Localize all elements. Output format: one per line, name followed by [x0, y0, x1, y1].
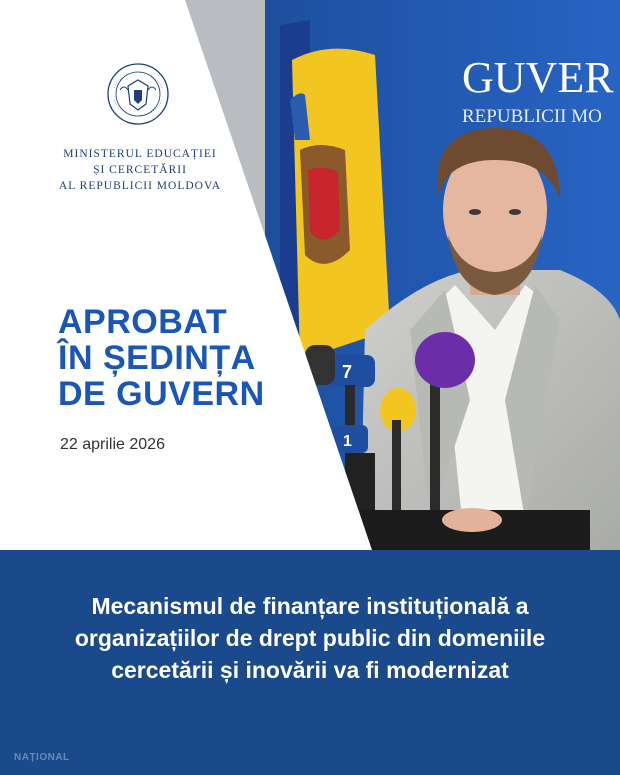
caption-band: [0, 550, 620, 775]
caption-line: cercetării și inovării va fi modernizat: [111, 657, 509, 683]
ministry-line: AL REPUBLICII MOLDOVA: [58, 180, 222, 192]
caption-text: [20, 590, 600, 686]
ministry-line: ȘI CERCETĂRII: [93, 164, 187, 176]
caption-line: organizațiilor de drept public din domeniile: [74, 625, 546, 651]
headline: [58, 304, 265, 412]
headline-line: DE GUVERN: [58, 375, 265, 413]
svg-text:7: 7: [342, 362, 353, 382]
svg-text:1: 1: [343, 433, 352, 450]
headline-line: ÎN ȘEDINȚA: [58, 339, 256, 377]
banner-subtext: REPUBLICII MO: [462, 106, 602, 127]
caption-line: Mecanismul de finanțare instituțională a: [91, 593, 529, 619]
government-seal-icon: [106, 60, 170, 132]
headline-line: APROBAT: [58, 303, 228, 341]
ministry-line: MINISTERUL EDUCAȚIEI: [63, 148, 217, 160]
ministry-name: [30, 146, 250, 194]
banner-text: GUVER: [462, 53, 614, 102]
watermark: NAȚIONAL: [14, 752, 70, 763]
approval-date: 22 aprilie 2026: [60, 436, 165, 453]
